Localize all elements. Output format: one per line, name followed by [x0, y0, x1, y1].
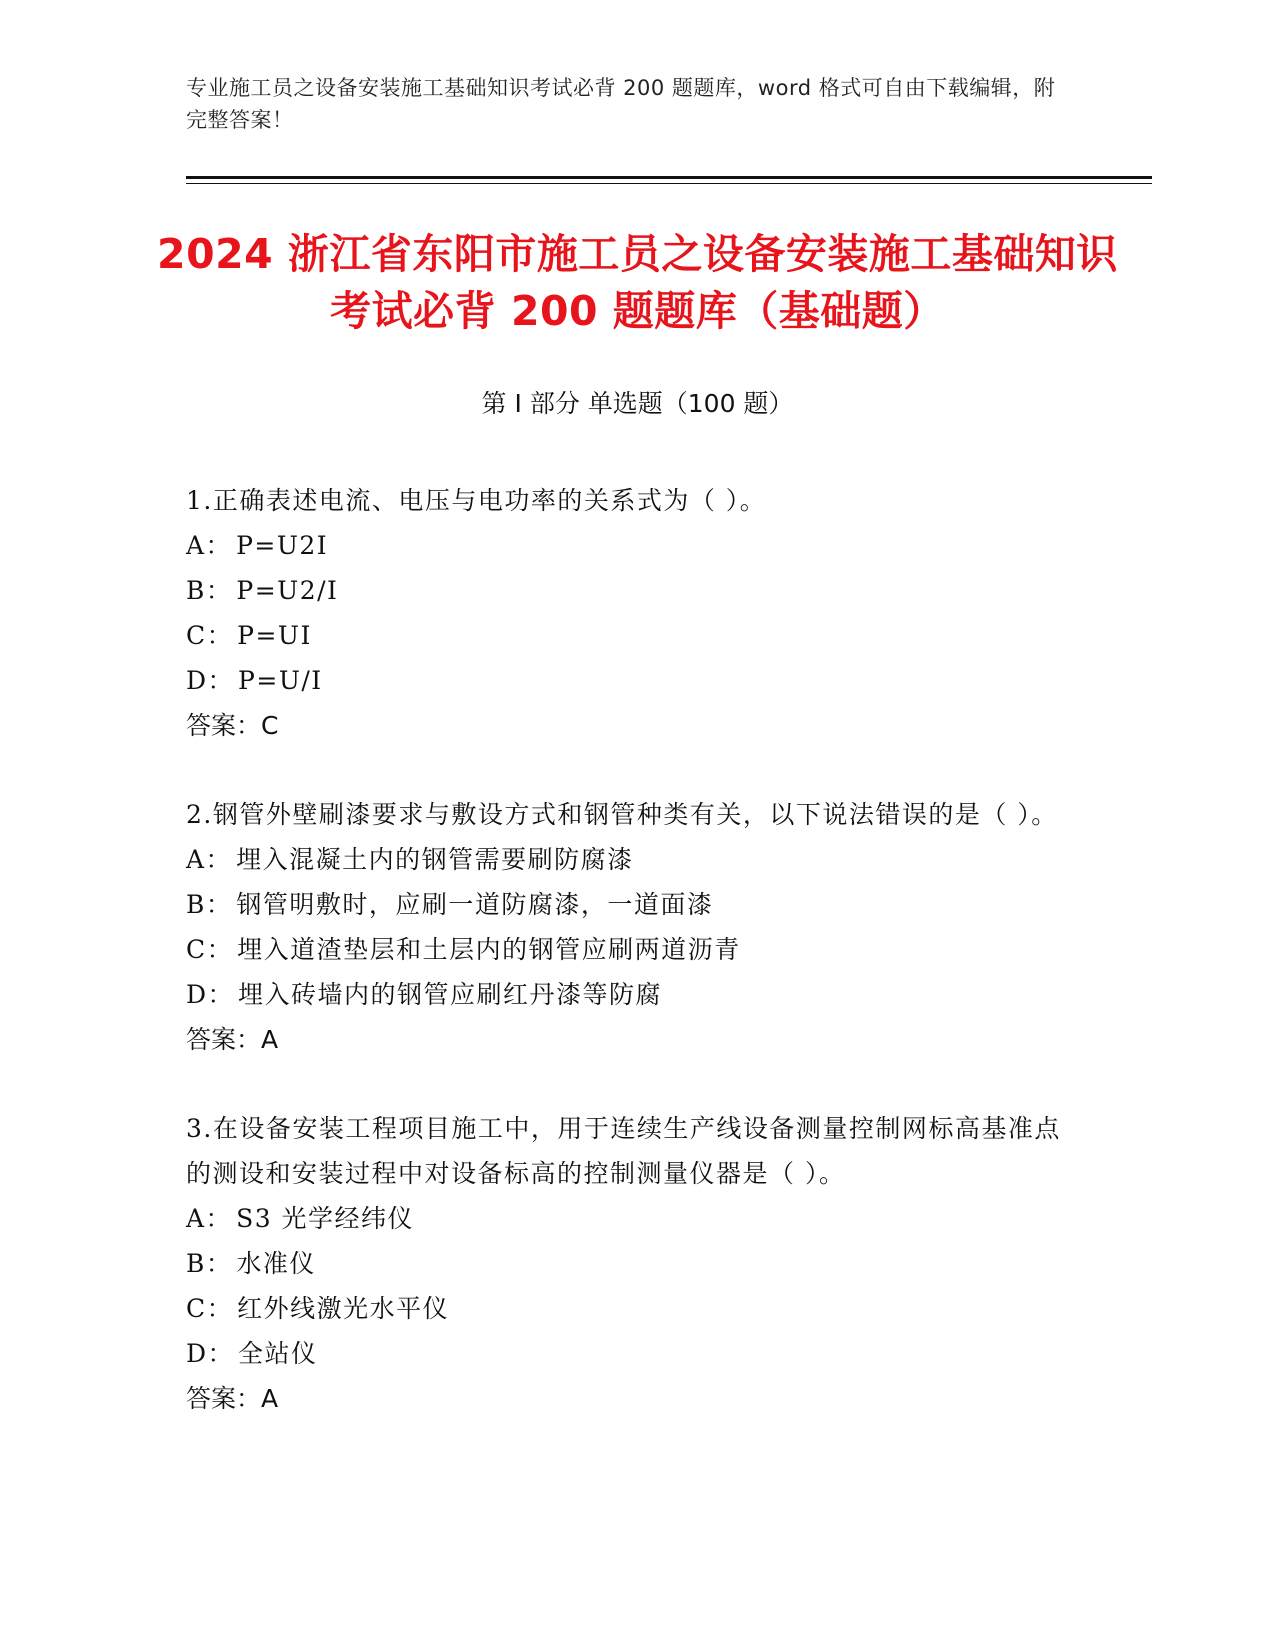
option-key: B： — [186, 576, 233, 605]
option-key: C： — [186, 621, 234, 650]
option-a — [186, 523, 1066, 568]
question-1 — [186, 478, 1066, 748]
option-c — [186, 1286, 1066, 1331]
answer-label: 答案： — [186, 711, 262, 740]
option-c — [186, 927, 1066, 972]
option-d — [186, 1331, 1066, 1376]
option-text: 红外线激光水平仪 — [237, 1294, 450, 1323]
answer-label: 答案： — [186, 1384, 262, 1413]
option-text: 埋入砖墙内的钢管应刷红丹漆等防腐 — [238, 980, 663, 1009]
question-2 — [186, 792, 1066, 1062]
option-key: C： — [186, 935, 234, 964]
option-text: P=UI — [237, 621, 312, 650]
option-key: B： — [186, 890, 233, 919]
option-text: 埋入道渣垫层和土层内的钢管应刷两道沥青 — [237, 935, 741, 964]
option-text: P=U2/I — [236, 576, 339, 605]
header-divider-thin — [186, 183, 1152, 184]
option-text: 埋入混凝土内的钢管需要刷防腐漆 — [236, 845, 634, 874]
option-key: B： — [186, 1249, 233, 1278]
option-text: 水准仪 — [236, 1249, 316, 1278]
option-a — [186, 1196, 1066, 1241]
answer-value: C — [261, 711, 279, 740]
option-key: A： — [186, 531, 233, 560]
question-stem: 3.在设备安装工程项目施工中，用于连续生产线设备测量控制网标高基准点的测设和安装过程中对设备标高的控制测量仪器是（ ）。 — [186, 1114, 1061, 1188]
option-text: S3 光学经纬仪 — [236, 1204, 415, 1233]
document-title: 2024 浙江省东阳市施工员之设备安装施工基础知识考试必背 200 题题库（基础题） — [157, 230, 1118, 335]
question-stem: 2.钢管外壁刷漆要求与敷设方式和钢管种类有关，以下说法错误的是（ ）。 — [186, 800, 1058, 829]
answer-value: A — [261, 1025, 279, 1054]
question-3 — [186, 1106, 1066, 1421]
option-d — [186, 972, 1066, 1017]
option-a — [186, 837, 1066, 882]
option-text: P=U2I — [236, 531, 329, 560]
option-key: C： — [186, 1294, 234, 1323]
option-key: D： — [186, 666, 235, 695]
answer-value: A — [261, 1384, 279, 1413]
option-key: D： — [186, 980, 235, 1009]
question-list — [186, 478, 1066, 1465]
option-text: 钢管明敷时，应刷一道防腐漆，一道面漆 — [236, 890, 714, 919]
option-text: P=U/I — [238, 666, 323, 695]
option-key: A： — [186, 845, 233, 874]
answer-line — [186, 703, 1066, 748]
answer-line — [186, 1017, 1066, 1062]
answer-line — [186, 1376, 1066, 1421]
answer-label: 答案： — [186, 1025, 262, 1054]
option-c — [186, 613, 1066, 658]
section-title: 第 I 部分 单选题（100 题） — [481, 389, 794, 418]
option-b — [186, 882, 1066, 927]
option-text: 全站仪 — [238, 1339, 318, 1368]
header-divider-thick — [186, 176, 1152, 179]
option-b — [186, 1241, 1066, 1286]
option-key: D： — [186, 1339, 235, 1368]
option-d — [186, 658, 1066, 703]
question-stem: 1.正确表述电流、电压与电功率的关系式为（ ）。 — [186, 486, 767, 515]
option-key: A： — [186, 1204, 233, 1233]
header-note: 专业施工员之设备安装施工基础知识考试必背 200 题题库，word 格式可自由下载编辑，附完整答案！ — [186, 76, 1056, 132]
option-b — [186, 568, 1066, 613]
